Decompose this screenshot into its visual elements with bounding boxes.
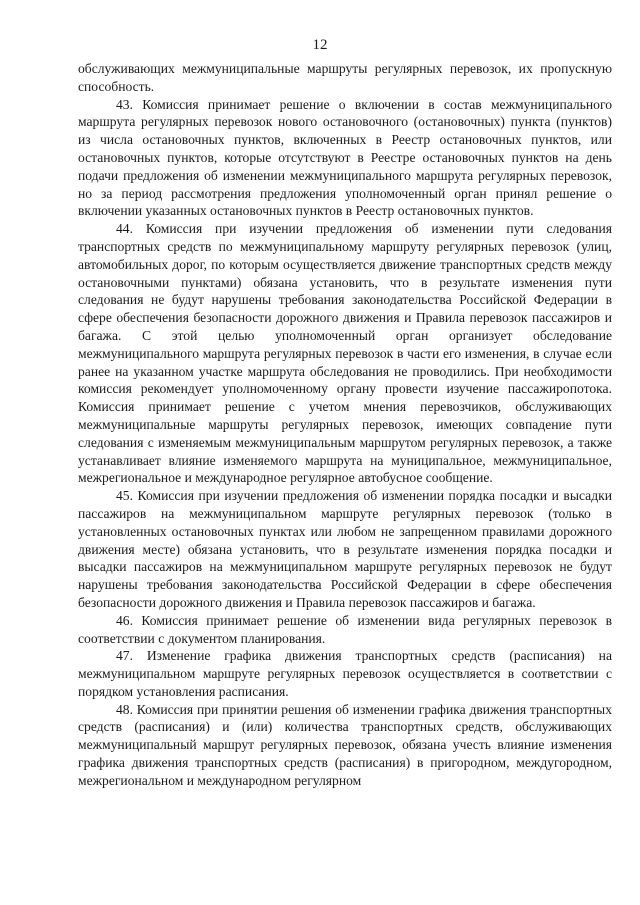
paragraph-item-45: 45. Комиссия при изучении предложения об изменении порядка посадки и высадки пассажиров на межмуниципальном маршруте регулярных перевозок (только в установленных остановочных пунктах или любом не запрещенном правилами дорожного движения месте) обязана установить, что в результате изменения порядка посадки и высадки пассажиров на межмуниципальном маршруте регулярных перевозок не будут нарушены требования законодательства Российской Федерации в сфере обеспечения безопасности дорожного движения и Правила перевозок пассажиров и багажа. xyxy=(78,488,612,610)
paragraph-continuation: обслуживающих межмуниципальные маршруты регулярных перевозок, их пропускную способность. xyxy=(78,61,612,94)
paragraph-item-48: 48. Комиссия при принятии решения об изменении графика движения транспортных средств (расписания) и (или) количества транспортных средств, обслуживающих межмуниципальный маршрут регулярных перевозок, обязана учесть влияние изменения графика движения транспортных средств (расписания) в пригородном, междугородном, межрегиональном и международном регулярном xyxy=(78,701,612,788)
paragraph-item-46: 46. Комиссия принимает решение об изменении вида регулярных перевозок в соответствии с документом планирования. xyxy=(78,612,612,646)
paragraph-item-47: 47. Изменение графика движения транспортных средств (расписания) на межмуниципальном маршруте регулярных перевозок осуществляется в соответствии с порядком установления расписания. xyxy=(78,648,612,699)
page-number: 12 xyxy=(312,37,328,53)
document-body xyxy=(78,60,612,790)
paragraph-item-43: 43. Комиссия принимает решение о включении в состав межмуниципального маршрута регулярных перевозок нового остановочного (остановочных) пункта (пунктов) из числа остановочных пунктов, включенных в Реестр остановочных пунктов, или остановочных пунктов, которые отсутствуют в Реестре остановочных пунктов на день подачи предложения об изменении межмуниципального маршрута регулярных перевозок, но за период рассмотрения предложения уполномоченный орган принял решение о включении указанных остановочных пунктов в Реестр остановочных пунктов. xyxy=(78,96,612,219)
paragraph-item-44: 44. Комиссия при изучении предложения об изменении пути следования транспортных средств по межмуниципальному маршруту регулярных перевозок (улиц, автомобильных дорог, по которым осуществляется движение транспортных средств между остановочными пунктами) обязана установить, что в результате изменения пути следования не будут нарушены требования законодательства Российской Федерации в сфере обеспечения безопасности дорожного движения и Правила перевозок пассажиров и багажа. С этой целью уполномоченный орган организует обследование межмуниципального маршрута регулярных перевозок в части его изменения, в случае если ранее на указанном участке маршрута обследования не проводились. При необходимости комиссия рекомендует уполномоченному органу провести изучение пассажиропотока. Комиссия принимает решение с учетом мнения перевозчиков, обслуживающих межмуниципальные маршруты регулярных перевозок, имеющих совпадение пути следования с изменяемым межмуниципальным маршрутом регулярных перевозок, а также устанавливает влияние изменяемого маршрута на муниципальное, межмуниципальное, межрегиональное и международное регулярное автобусное сообщение. xyxy=(78,221,612,486)
